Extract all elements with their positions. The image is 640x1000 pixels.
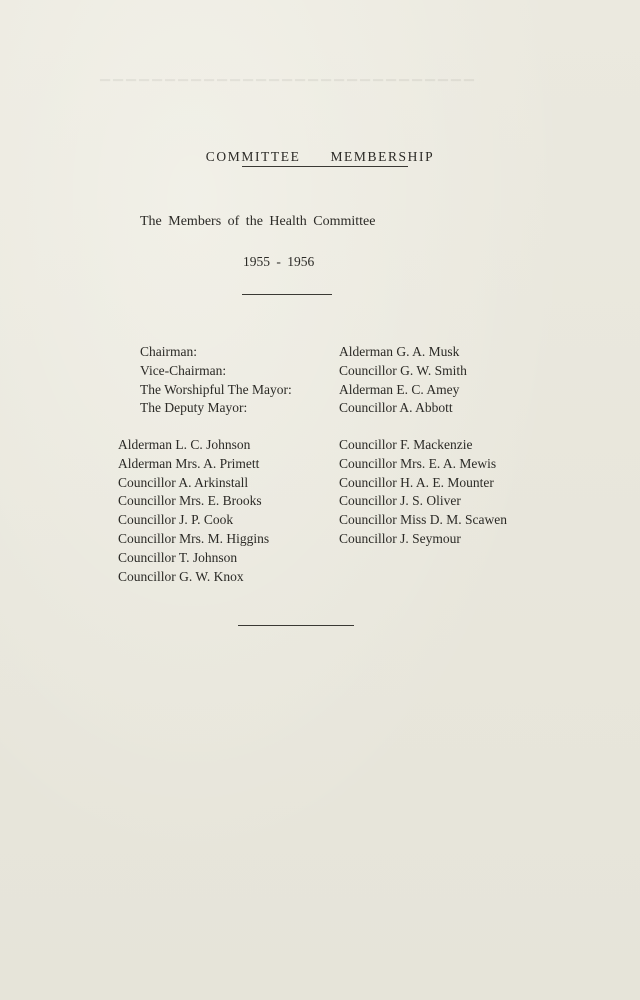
member-name: Councillor G. W. Knox xyxy=(118,568,244,584)
officer-name: Councillor G. W. Smith xyxy=(339,362,467,378)
member-name: Councillor J. P. Cook xyxy=(118,512,234,528)
officer-name: Alderman G. A. Musk xyxy=(339,344,460,359)
section-divider-top xyxy=(242,294,332,295)
member-name: Councillor H. A. E. Mounter xyxy=(339,474,494,490)
member-name: Councillor Mrs. E. Brooks xyxy=(118,493,262,509)
officer-role: Vice-Chairman: xyxy=(140,362,227,378)
page-heading xyxy=(0,149,640,165)
heading-word-committee: COMMITTEE xyxy=(205,149,301,164)
committee-subtitle: The Members of the Health Committee xyxy=(140,214,376,229)
officer-role: The Deputy Mayor: xyxy=(140,400,248,416)
heading-underline xyxy=(242,166,408,167)
officer-role: Chairman: xyxy=(140,344,197,359)
member-name: Councillor Miss D. M. Scawen xyxy=(339,512,507,528)
officer-name: Alderman E. C. Amey xyxy=(339,381,460,397)
member-name: Councillor Mrs. E. A. Mewis xyxy=(339,455,497,471)
member-name: Councillor T. Johnson xyxy=(118,549,238,565)
member-name: Councillor J. Seymour xyxy=(339,530,461,546)
officer-name: Councillor A. Abbott xyxy=(339,400,453,416)
member-name: Councillor F. Mackenzie xyxy=(339,437,473,452)
bleed-through-text: ▁▁▁▁▁▁▁▁▁▁▁▁▁▁▁▁▁▁▁▁▁▁▁▁▁▁▁▁▁ xyxy=(100,66,477,81)
officer-roles xyxy=(140,343,292,418)
members-list-left xyxy=(118,436,269,586)
member-name: Councillor J. S. Oliver xyxy=(339,493,461,509)
members-list-right xyxy=(339,436,507,549)
member-name: Alderman Mrs. A. Primett xyxy=(118,455,260,471)
officer-names xyxy=(339,343,467,418)
member-name: Alderman L. C. Johnson xyxy=(118,437,251,452)
officer-role: The Worshipful The Mayor: xyxy=(140,381,292,397)
member-name: Councillor Mrs. M. Higgins xyxy=(118,530,270,546)
heading-word-membership: MEMBERSHIP xyxy=(330,149,435,164)
committee-years: 1955 - 1956 xyxy=(243,254,315,269)
section-divider-bottom xyxy=(238,625,354,626)
member-name: Councillor A. Arkinstall xyxy=(118,474,249,490)
